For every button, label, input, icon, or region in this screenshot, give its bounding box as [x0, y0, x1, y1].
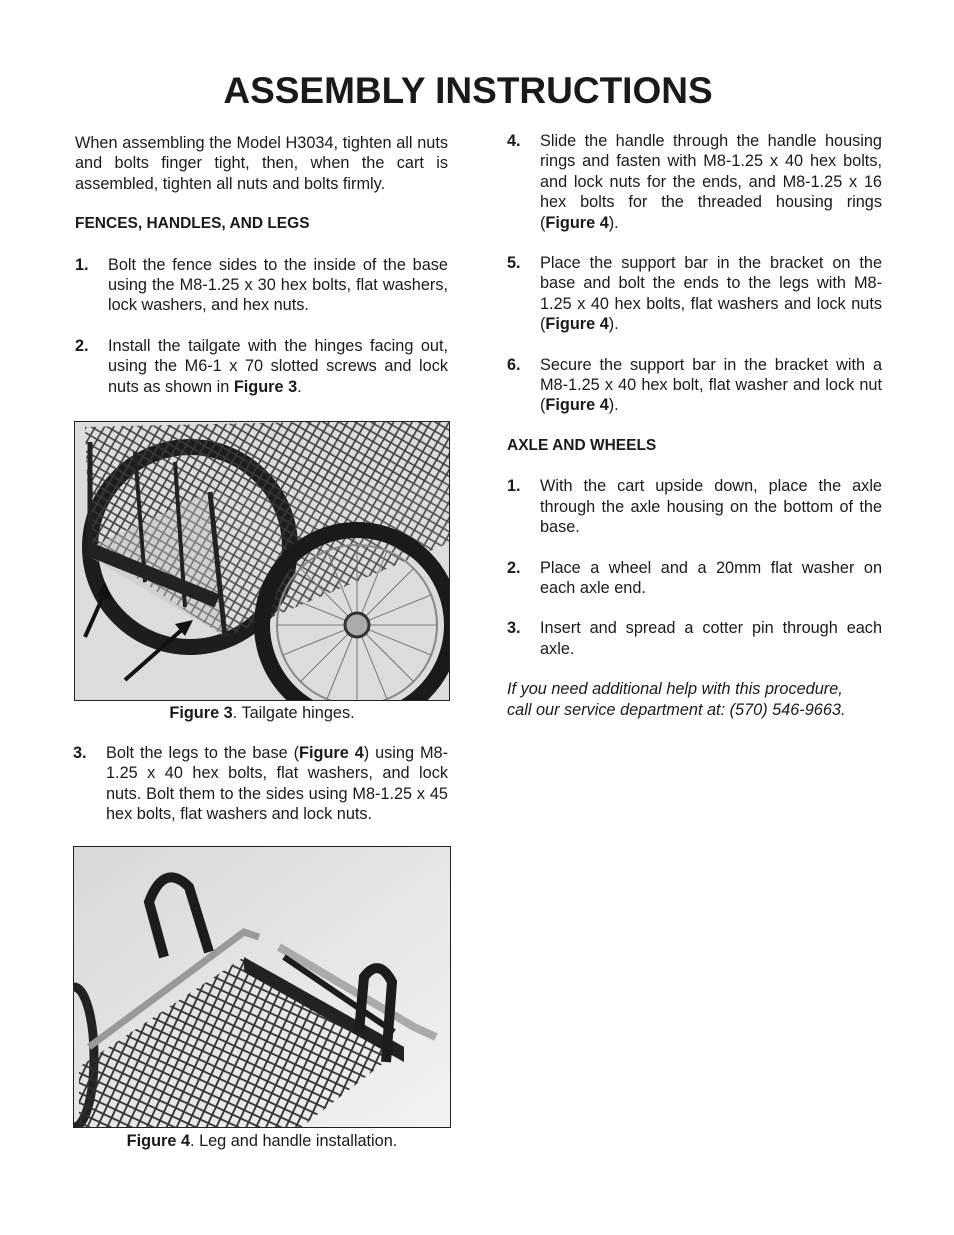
- step-text: With the cart upside down, place the axle through the axle housing on the bottom of the base.: [540, 477, 882, 537]
- right-column: [507, 131, 882, 720]
- step-number: 3.: [507, 619, 521, 638]
- intro-paragraph: When assembling the Model H3034, tighten all nuts and bolts finger tight, then, when the cart is assembled, tighten all nuts and bolts firmly.: [75, 134, 448, 193]
- left-column-lower: [73, 743, 448, 825]
- page-title: ASSEMBLY INSTRUCTIONS: [223, 70, 713, 111]
- step-text-end: ).: [608, 315, 619, 334]
- step-number: 5.: [507, 254, 521, 273]
- section-heading-fences: FENCES, HANDLES, AND LEGS: [75, 215, 310, 233]
- step-3: [73, 743, 448, 825]
- step-text: Place the support bar in the bracket on the base and bolt the ends to the legs with M8-1.25 x 40 hex bolts, flat washers and lock nuts (: [540, 254, 882, 334]
- section-heading-axle: AXLE AND WHEELS: [507, 436, 657, 454]
- left-column: [75, 133, 448, 397]
- step-text: Slide the handle through the handle housing rings and fasten with M8-1.25 x 40 hex bolts, and lock nuts for the ends, and M8-1.25 x 16 hex bolts for the threaded housing rings (: [540, 132, 882, 232]
- step-1: [75, 255, 448, 316]
- step-text: Bolt the legs to the base (: [106, 744, 300, 762]
- step-text-end: ).: [608, 396, 619, 415]
- figure-label: Figure 3: [169, 704, 233, 722]
- step-2: [75, 336, 448, 397]
- step-text: Secure the support bar in the bracket with a M8-1.25 x 40 hex bolt, flat washer and lock nut (: [540, 355, 882, 415]
- step-number: 1.: [507, 477, 521, 496]
- step-number: 3.: [73, 744, 87, 762]
- help-line-1: If you need additional help with this procedure,: [507, 680, 843, 699]
- help-line-2: call our service department at: (570) 546-9663.: [507, 700, 846, 719]
- help-note: [507, 679, 882, 720]
- step-text-end: .: [297, 377, 302, 396]
- step-number: 2.: [75, 336, 89, 355]
- figure-label: Figure 4: [126, 1132, 191, 1150]
- figure-reference: Figure 3: [233, 377, 298, 396]
- step-text: Place a wheel and a 20mm flat washer on each axle end.: [540, 558, 882, 597]
- figure-4-caption: [73, 1132, 451, 1151]
- caption-text: . Tailgate hinges.: [232, 704, 355, 722]
- step-number: 2.: [507, 558, 521, 577]
- step-4: [507, 131, 882, 233]
- axle-step-3: [507, 618, 882, 659]
- step-number: 4.: [507, 132, 521, 150]
- figure-reference: Figure 4: [299, 744, 364, 762]
- caption-text: . Leg and handle installation.: [190, 1132, 398, 1150]
- step-text: Install the tailgate with the hinges facing out, using the M6-1 x 70 slotted screws and lock nuts as shown in: [108, 336, 448, 396]
- axle-step-2: [507, 558, 882, 599]
- figure-3-image: [74, 421, 450, 701]
- figure-3-caption: [74, 704, 450, 723]
- step-text: Bolt the fence sides to the inside of the base using the M8-1.25 x 30 hex bolts, flat washers, lock washers, and hex nuts.: [108, 255, 448, 315]
- figure-reference: Figure 4: [545, 315, 609, 334]
- figure-reference: Figure 4: [545, 396, 609, 415]
- axle-step-1: [507, 476, 882, 537]
- step-text-end: ).: [608, 213, 619, 232]
- step-text-end: ) using M8-1.25 x 40 hex bolts, flat washers, and lock nuts. Bolt them to the sides using M8-1.25 x 45 hex bolts, flat washers and lock nuts.: [106, 744, 448, 824]
- step-text: Insert and spread a cotter pin through each axle.: [540, 619, 882, 658]
- figure-4-image: [73, 846, 451, 1128]
- step-number: 6.: [507, 355, 521, 374]
- figure-reference: Figure 4: [545, 213, 609, 232]
- step-number: 1.: [75, 255, 89, 274]
- step-6: [507, 355, 882, 416]
- step-5: [507, 253, 882, 335]
